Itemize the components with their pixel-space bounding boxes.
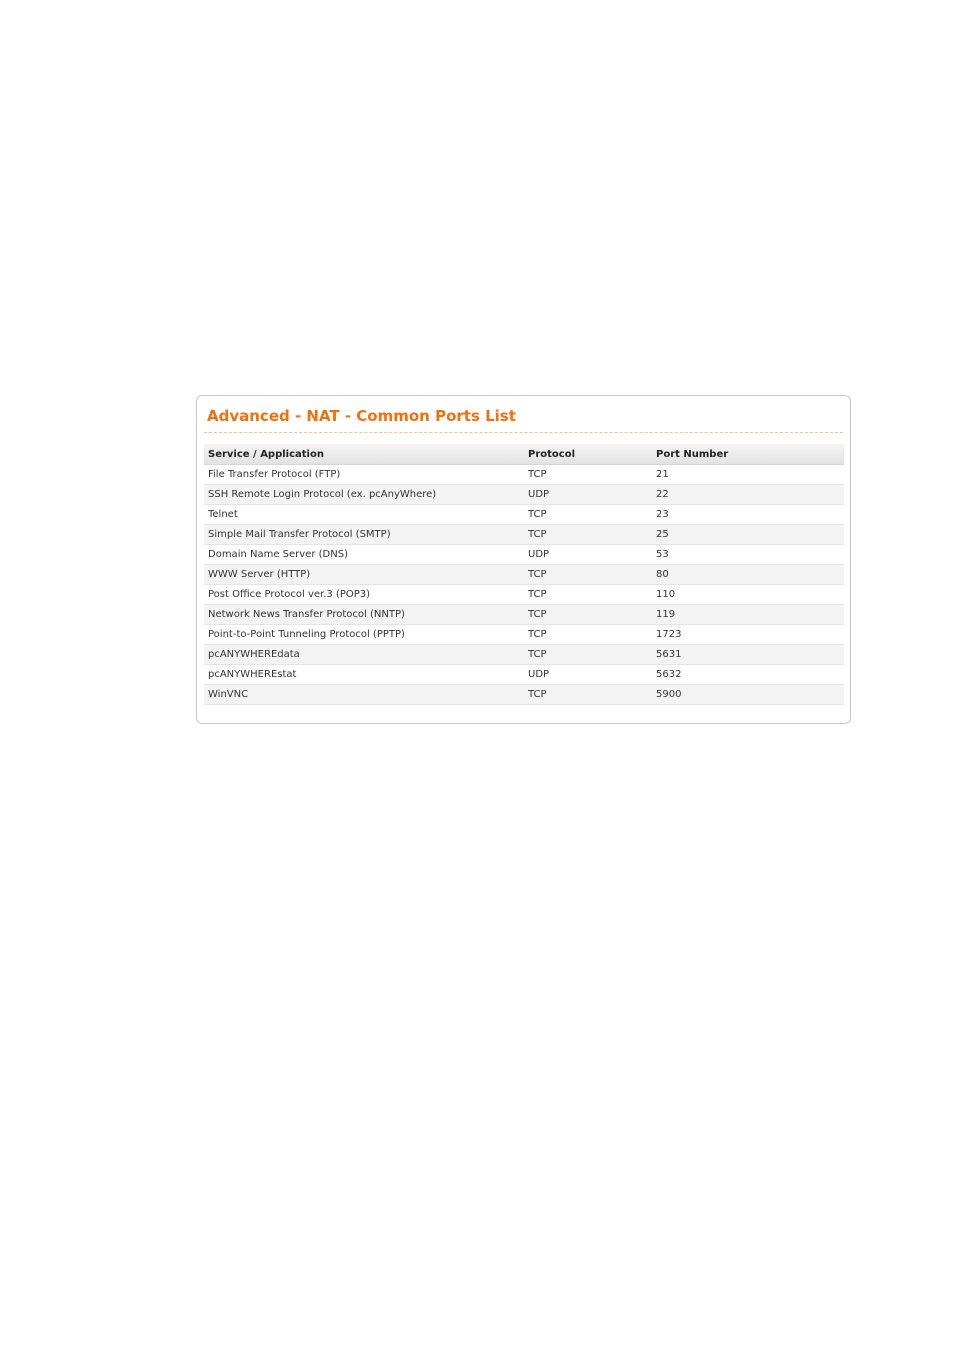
table-row — [204, 465, 844, 485]
table-row — [204, 605, 844, 625]
port-cell: 110 — [652, 585, 844, 605]
protocol-cell: TCP — [524, 565, 652, 585]
protocol-cell: TCP — [524, 625, 652, 645]
table-header-row — [204, 444, 844, 465]
service-cell: pcANYWHEREdata — [204, 645, 524, 665]
protocol-cell: UDP — [524, 545, 652, 565]
protocol-cell: UDP — [524, 665, 652, 685]
protocol-cell: TCP — [524, 525, 652, 545]
service-cell: WWW Server (HTTP) — [204, 565, 524, 585]
protocol-cell: UDP — [524, 485, 652, 505]
table-row — [204, 565, 844, 585]
title-divider — [204, 432, 843, 433]
table-row — [204, 665, 844, 685]
table-row — [204, 685, 844, 705]
port-cell: 5631 — [652, 645, 844, 665]
port-cell: 80 — [652, 565, 844, 585]
protocol-cell: TCP — [524, 645, 652, 665]
table-row — [204, 625, 844, 645]
service-cell: Domain Name Server (DNS) — [204, 545, 524, 565]
service-cell: WinVNC — [204, 685, 524, 705]
port-cell: 119 — [652, 605, 844, 625]
column-header-protocol: Protocol — [524, 444, 652, 465]
service-cell: Telnet — [204, 505, 524, 525]
column-header-port: Port Number — [652, 444, 844, 465]
table-row — [204, 505, 844, 525]
port-cell: 5632 — [652, 665, 844, 685]
table-row — [204, 525, 844, 545]
port-cell: 25 — [652, 525, 844, 545]
page-title: Advanced - NAT - Common Ports List — [207, 407, 516, 425]
port-cell: 5900 — [652, 685, 844, 705]
table-row — [204, 545, 844, 565]
table-row — [204, 485, 844, 505]
port-cell: 21 — [652, 465, 844, 485]
common-ports-panel — [196, 395, 851, 724]
protocol-cell: TCP — [524, 685, 652, 705]
protocol-cell: TCP — [524, 585, 652, 605]
port-cell: 23 — [652, 505, 844, 525]
port-cell: 1723 — [652, 625, 844, 645]
table-row — [204, 645, 844, 665]
protocol-cell: TCP — [524, 505, 652, 525]
service-cell: Post Office Protocol ver.3 (POP3) — [204, 585, 524, 605]
service-cell: File Transfer Protocol (FTP) — [204, 465, 524, 485]
service-cell: Network News Transfer Protocol (NNTP) — [204, 605, 524, 625]
port-cell: 53 — [652, 545, 844, 565]
column-header-service: Service / Application — [204, 444, 524, 465]
common-ports-table — [204, 444, 844, 705]
service-cell: Simple Mail Transfer Protocol (SMTP) — [204, 525, 524, 545]
port-cell: 22 — [652, 485, 844, 505]
protocol-cell: TCP — [524, 605, 652, 625]
service-cell: Point-to-Point Tunneling Protocol (PPTP) — [204, 625, 524, 645]
service-cell: pcANYWHEREstat — [204, 665, 524, 685]
table-row — [204, 585, 844, 605]
service-cell: SSH Remote Login Protocol (ex. pcAnyWhere) — [204, 485, 524, 505]
protocol-cell: TCP — [524, 465, 652, 485]
